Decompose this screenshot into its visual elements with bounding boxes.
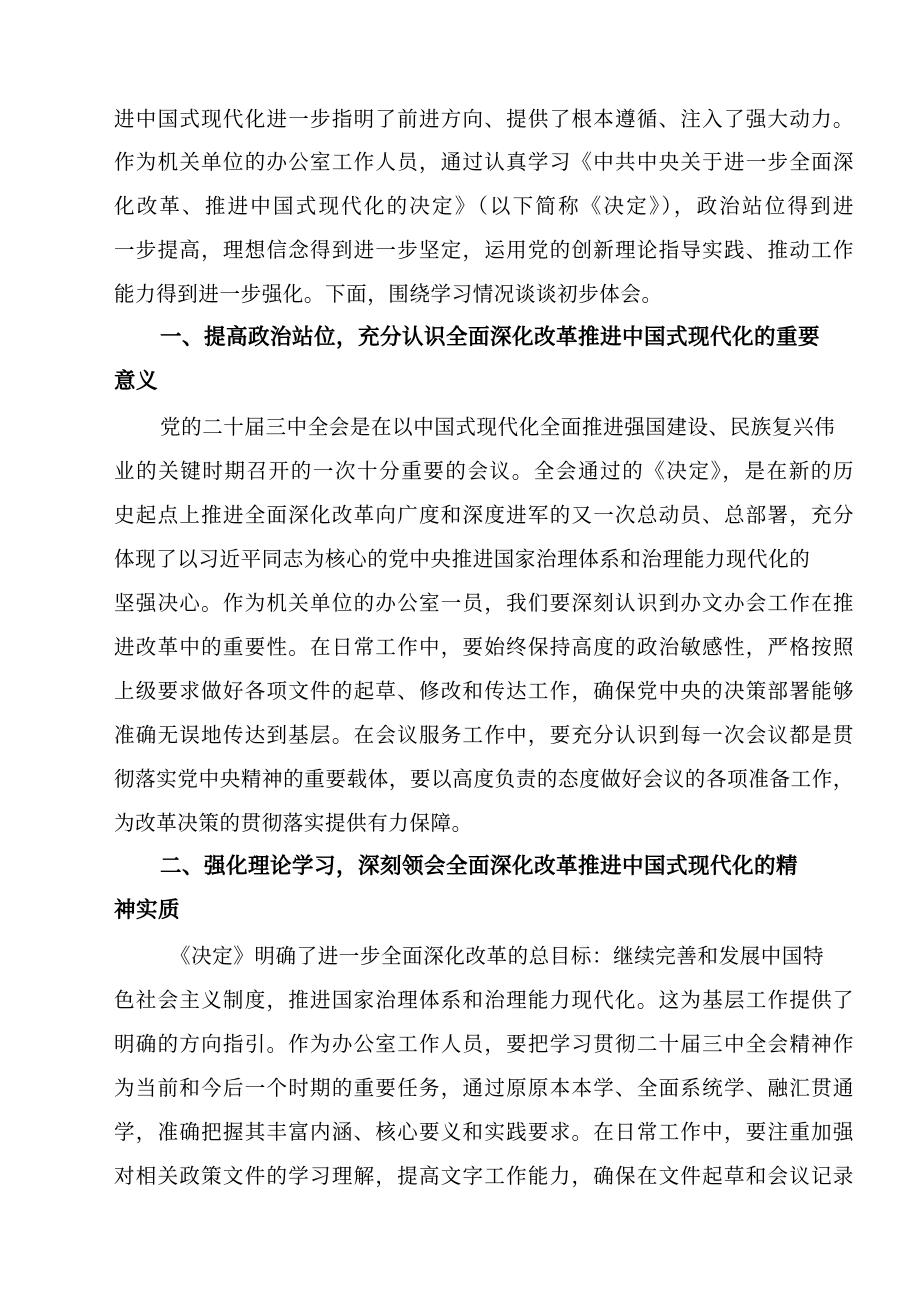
body-line: 党的二十届三中全会是在以中国式现代化全面推进强国建设、民族复兴伟 — [160, 415, 836, 439]
body-line: 上级要求做好各项文件的起草、修改和传达工作，确保党中央的决策部署能够 — [114, 679, 854, 703]
body-line: 史起点上推进全面深化改革向广度和深度进军的又一次总动员、总部署，充分 — [114, 503, 854, 527]
body-line: 业的关键时期召开的一次十分重要的会议。全会通过的《决定》，是在新的历 — [114, 459, 854, 483]
body-line: 对相关政策文件的学习理解，提高文字工作能力，确保在文件起草和会议记录 — [114, 1164, 854, 1188]
body-line: 彻落实党中央精神的重要载体，要以高度负责的态度做好会议的各项准备工作， — [114, 767, 854, 791]
body-line: 色社会主义制度，推进国家治理体系和治理能力现代化。这为基层工作提供了 — [114, 988, 854, 1012]
body-line: 体现了以习近平同志为核心的党中央推进国家治理体系和治理能力现代化的 — [114, 547, 811, 571]
body-line: 明确的方向指引。作为办公室工作人员，要把学习贯彻二十届三中全会精神作 — [114, 1032, 854, 1056]
intro-line: 一步提高，理想信念得到进一步坚定，运用党的创新理论指导实践、推动工作 — [114, 238, 854, 262]
section-heading-line: 二、强化理论学习，深刻领会全面深化改革推进中国式现代化的精 — [160, 854, 799, 879]
body-line: 准确无误地传达到基层。在会议服务工作中，要充分认识到每一次会议都是贯 — [114, 723, 854, 747]
body-line: 学，准确把握其丰富内涵、核心要义和实践要求。在日常工作中，要注重加强 — [114, 1120, 854, 1144]
intro-line: 进中国式现代化进一步指明了前进方向、提供了根本遵循、注入了强大动力。 — [114, 107, 854, 131]
intro-line: 化改革、推进中国式现代化的决定》（以下简称《决定》），政治站位得到进 — [114, 194, 854, 218]
body-line: 坚强决心。作为机关单位的办公室一员，我们要深刻认识到办文办会工作在推 — [114, 591, 854, 615]
intro-line: 能力得到进一步强化。下面，围绕学习情况谈谈初步体会。 — [114, 282, 663, 306]
section-heading-line: 一、提高政治站位，充分认识全面深化改革推进中国式现代化的重要 — [160, 325, 821, 350]
section-heading-line: 神实质 — [114, 898, 181, 923]
body-line: 为改革决策的贯彻落实提供有力保障。 — [114, 811, 473, 835]
body-line: 《决定》明确了进一步全面深化改革的总目标：继续完善和发展中国特 — [170, 944, 825, 968]
body-line: 为当前和今后一个时期的重要任务，通过原原本本学、全面系统学、融汇贯通 — [114, 1076, 854, 1100]
section-heading-line: 意义 — [114, 369, 159, 394]
body-line: 进改革中的重要性。在日常工作中，要始终保持高度的政治敏感性，严格按照 — [114, 635, 854, 659]
intro-line: 作为机关单位的办公室工作人员，通过认真学习《中共中央关于进一步全面深 — [114, 150, 854, 174]
